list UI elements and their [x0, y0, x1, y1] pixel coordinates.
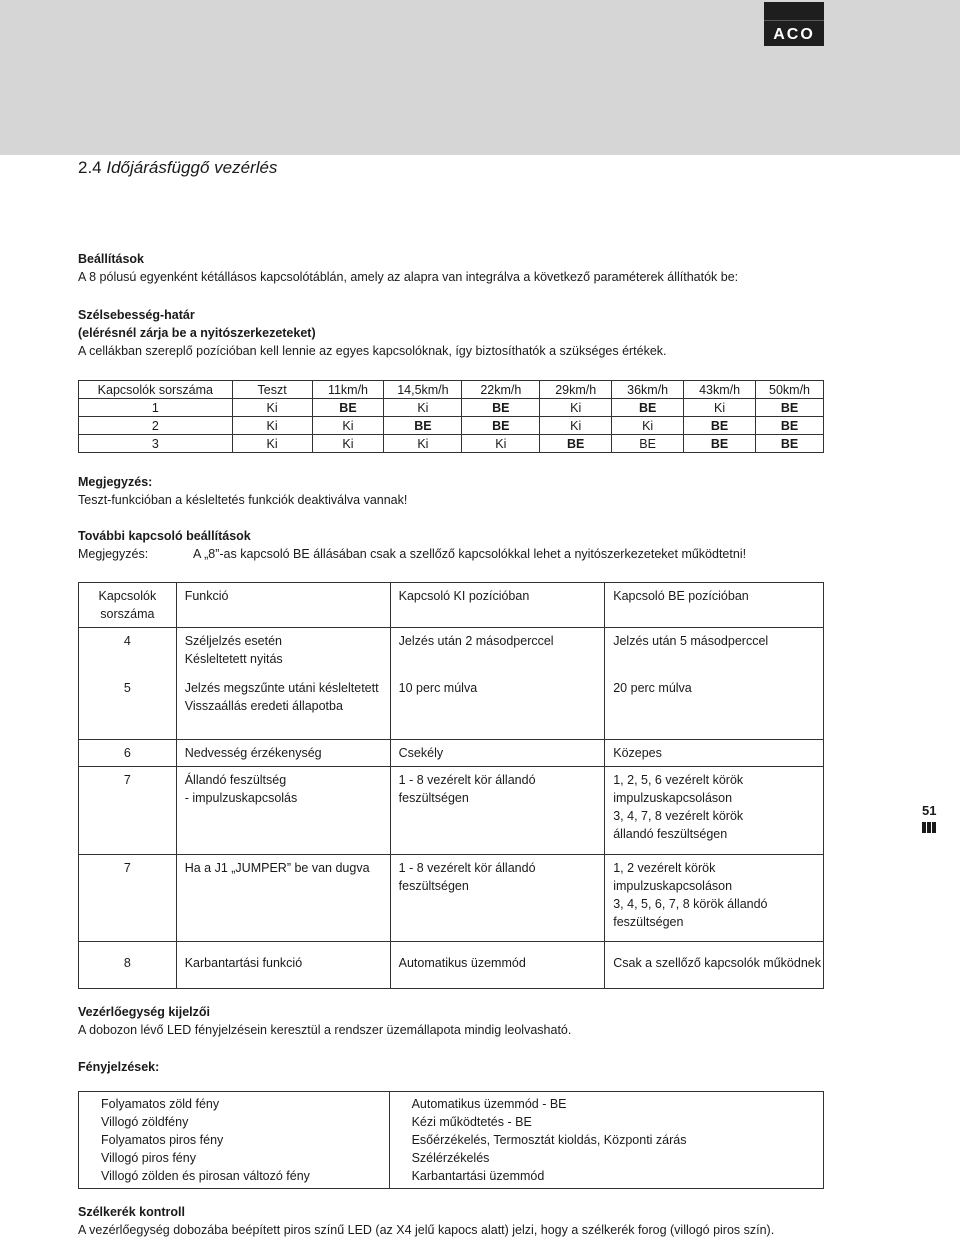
speed-header-cell: 29km/h — [540, 381, 612, 399]
table-cell: BE — [684, 435, 756, 453]
table-cell: Ki — [540, 417, 612, 435]
table-cell: Ki — [540, 399, 612, 417]
table-row — [79, 435, 824, 453]
header-cell-be: Kapcsoló BE pozícióban — [605, 583, 824, 628]
table-cell — [176, 767, 390, 855]
table-cell — [390, 675, 605, 740]
cell-line: impulzuskapcsoláson — [613, 879, 733, 893]
speed-header-cell: 36km/h — [612, 381, 684, 399]
table-cell: Ki — [232, 399, 312, 417]
cell-line: 1 - 8 vezérelt kör állandó — [398, 861, 536, 875]
speed-table — [78, 380, 824, 453]
speed-table-header-row — [79, 381, 824, 399]
table-cell: BE — [684, 417, 756, 435]
wind-limit-subheading: (elérésnél zárja be a nyitószerkezeteket) — [78, 326, 316, 340]
table-cell: Ki — [312, 417, 384, 435]
speed-header-cell: 43km/h — [684, 381, 756, 399]
wind-limit-block — [78, 306, 667, 360]
table-cell — [605, 740, 824, 767]
cell-line: feszültségen — [613, 915, 684, 929]
table-cell: 5 — [79, 675, 177, 740]
list-item: Villogó zölden és pirosan változó fény — [101, 1169, 310, 1183]
cell-line: Karbantartási funkció — [184, 956, 303, 970]
table-cell — [605, 855, 824, 942]
list-item: Kézi működtetés - BE — [411, 1115, 532, 1129]
table-row — [79, 399, 824, 417]
list-item: Folyamatos piros fény — [101, 1133, 224, 1147]
header-cell-ki: Kapcsoló KI pozícióban — [390, 583, 605, 628]
table-cell: BE — [612, 435, 684, 453]
cell-line: Ha a J1 „JUMPER” be van dugva — [184, 861, 370, 875]
wheel-block — [78, 1203, 774, 1239]
page-number: 51 — [922, 803, 937, 818]
wind-limit-heading: Szélsebesség-határ — [78, 308, 195, 322]
list-item: Automatikus üzemmód - BE — [411, 1097, 567, 1111]
cell-line: Nedvesség érzékenység — [184, 746, 322, 760]
table-cell — [176, 675, 390, 740]
table-cell: Ki — [612, 417, 684, 435]
page-marker-icon — [922, 822, 937, 833]
note-heading: Megjegyzés: — [78, 475, 153, 489]
logo-text: ACO — [773, 26, 815, 43]
table-row — [79, 740, 824, 767]
list-item: Folyamatos zöld fény — [101, 1097, 220, 1111]
cell-line: 1, 2 vezérelt körök — [613, 861, 716, 875]
table-cell: Ki — [462, 435, 540, 453]
note-text: Teszt-funkcióban a késleltetés funkciók deaktiválva vannak! — [78, 493, 408, 507]
speed-header-cell: 14,5km/h — [384, 381, 462, 399]
light-signals-cell — [79, 1092, 390, 1189]
table-cell: BE — [312, 399, 384, 417]
table-cell: BE — [612, 399, 684, 417]
table-cell — [176, 628, 390, 675]
cell-line: 1 - 8 vezérelt kör állandó — [398, 773, 536, 787]
table-cell — [390, 628, 605, 675]
table-cell: 7 — [79, 767, 177, 855]
further-settings-note — [78, 545, 838, 563]
list-item: Szélérzékelés — [411, 1151, 490, 1165]
list-item: Villogó piros fény — [101, 1151, 196, 1165]
further-settings-block — [78, 527, 838, 563]
cell-line: Közepes — [613, 746, 662, 760]
further-settings-heading: További kapcsoló beállítások — [78, 529, 251, 543]
table-cell: 1 — [79, 399, 233, 417]
header-cell-number: Kapcsolók sorszáma — [79, 583, 177, 628]
table-cell: Ki — [384, 399, 462, 417]
table-cell: 4 — [79, 628, 177, 675]
light-meanings-cell — [389, 1092, 823, 1189]
display-block — [78, 1003, 571, 1039]
wind-limit-text: A cellákban szereplő pozícióban kell lennie az egyes kapcsolóknak, így biztosíthatók a szükséges értékek. — [78, 344, 667, 358]
lights-heading-block — [78, 1058, 159, 1076]
settings-heading: Beállítások — [78, 252, 145, 266]
table-row — [79, 1092, 824, 1189]
table-row — [79, 855, 824, 942]
table-cell: Ki — [384, 435, 462, 453]
further-note-text: A „8”-as kapcsoló BE állásában csak a szellőző kapcsolókkal lehet a nyitószerkezeteket működtetni! — [193, 547, 747, 561]
table-cell: BE — [384, 417, 462, 435]
section-title-text: Időjárásfüggő vezérlés — [106, 158, 278, 177]
cell-line: Visszaállás eredeti állapotba — [184, 698, 343, 713]
cell-line: - impulzuskapcsolás — [184, 791, 298, 805]
table-cell — [390, 767, 605, 855]
logo-divider — [764, 20, 824, 21]
table-cell: BE — [756, 417, 824, 435]
cell-line: feszültségen — [398, 879, 469, 893]
cell-line: feszültségen — [398, 791, 469, 805]
cell-line: impulzuskapcsoláson — [613, 791, 733, 805]
cell-line: Késleltetett nyitás — [184, 652, 283, 666]
cell-line: 10 perc múlva — [398, 680, 478, 695]
cell-line: Csak a szellőző kapcsolók működnek — [613, 956, 821, 970]
table-cell — [176, 855, 390, 942]
wheel-text: A vezérlőegység dobozába beépített piros színű LED (az X4 jelű kapocs alatt) jelzi, hogy a szélkerék forog (villogó piros szín). — [78, 1223, 775, 1237]
list-item: Esőérzékelés, Termosztát kioldás, Központi zárás — [411, 1133, 687, 1147]
cell-line: Állandó feszültség — [184, 773, 287, 787]
list-item: Karbantartási üzemmód — [411, 1169, 545, 1183]
speed-header-cell: 50km/h — [756, 381, 824, 399]
table-cell: Ki — [232, 435, 312, 453]
cell-line: Széljelzés esetén — [184, 634, 282, 648]
table-cell: BE — [462, 399, 540, 417]
table-row — [79, 417, 824, 435]
cell-line: Csekély — [398, 746, 444, 760]
table-cell: Ki — [684, 399, 756, 417]
function-table — [78, 582, 824, 989]
display-text: A dobozon lévő LED fényjelzésein keresztül a rendszer üzemállapota mindig leolvasható. — [78, 1023, 572, 1037]
table-cell: Ki — [232, 417, 312, 435]
table-row — [79, 942, 824, 989]
cell-line: 3, 4, 5, 6, 7, 8 körök állandó — [613, 897, 768, 911]
table-cell: 8 — [79, 942, 177, 989]
cell-line: állandó feszültségen — [613, 827, 728, 841]
table-row — [79, 628, 824, 675]
table-cell — [390, 855, 605, 942]
header-cell-function: Funkció — [176, 583, 390, 628]
section-number: 2.4 — [78, 158, 102, 177]
table-cell: 2 — [79, 417, 233, 435]
section-title — [78, 158, 277, 178]
cell-line: 20 perc múlva — [613, 680, 692, 695]
table-cell — [605, 628, 824, 675]
cell-line: Jelzés után 2 másodperccel — [398, 634, 554, 648]
further-note-label: Megjegyzés: — [78, 547, 149, 561]
table-cell: Ki — [312, 435, 384, 453]
list-item: Villogó zöldfény — [101, 1115, 189, 1129]
table-row — [79, 767, 824, 855]
table-cell — [605, 767, 824, 855]
table-row — [79, 675, 824, 740]
table-cell — [390, 942, 605, 989]
table-cell: BE — [540, 435, 612, 453]
note-block — [78, 473, 407, 509]
table-cell — [605, 675, 824, 740]
settings-text: A 8 pólusú egyenként kétállásos kapcsolótáblán, amely az alapra van integrálva a következő paraméterek állíthatók be: — [78, 270, 739, 284]
wheel-heading: Szélkerék kontroll — [78, 1205, 185, 1219]
display-heading: Vezérlőegység kijelzői — [78, 1005, 211, 1019]
speed-header-cell: Kapcsolók sorszáma — [79, 381, 233, 399]
table-cell — [176, 942, 390, 989]
lights-table — [78, 1091, 824, 1189]
aco-logo — [764, 2, 824, 46]
cell-line: 1, 2, 5, 6 vezérelt körök — [613, 773, 744, 787]
function-table-header-row — [79, 583, 824, 628]
table-cell: BE — [756, 435, 824, 453]
table-cell — [605, 942, 824, 989]
cell-line: 3, 4, 7, 8 vezérelt körök — [613, 809, 744, 823]
speed-header-cell: Teszt — [232, 381, 312, 399]
table-cell — [390, 740, 605, 767]
table-cell: 7 — [79, 855, 177, 942]
cell-line: Automatikus üzemmód — [398, 956, 526, 970]
table-cell: BE — [462, 417, 540, 435]
table-cell: 6 — [79, 740, 177, 767]
table-cell: 3 — [79, 435, 233, 453]
table-cell — [176, 740, 390, 767]
cell-line: Jelzés után 5 másodperccel — [613, 634, 769, 648]
table-cell: BE — [756, 399, 824, 417]
settings-block — [78, 250, 738, 286]
speed-header-cell: 11km/h — [312, 381, 384, 399]
speed-header-cell: 22km/h — [462, 381, 540, 399]
cell-line: Jelzés megszűnte utáni késleltetett — [184, 680, 379, 695]
lights-heading: Fényjelzések: — [78, 1060, 160, 1074]
